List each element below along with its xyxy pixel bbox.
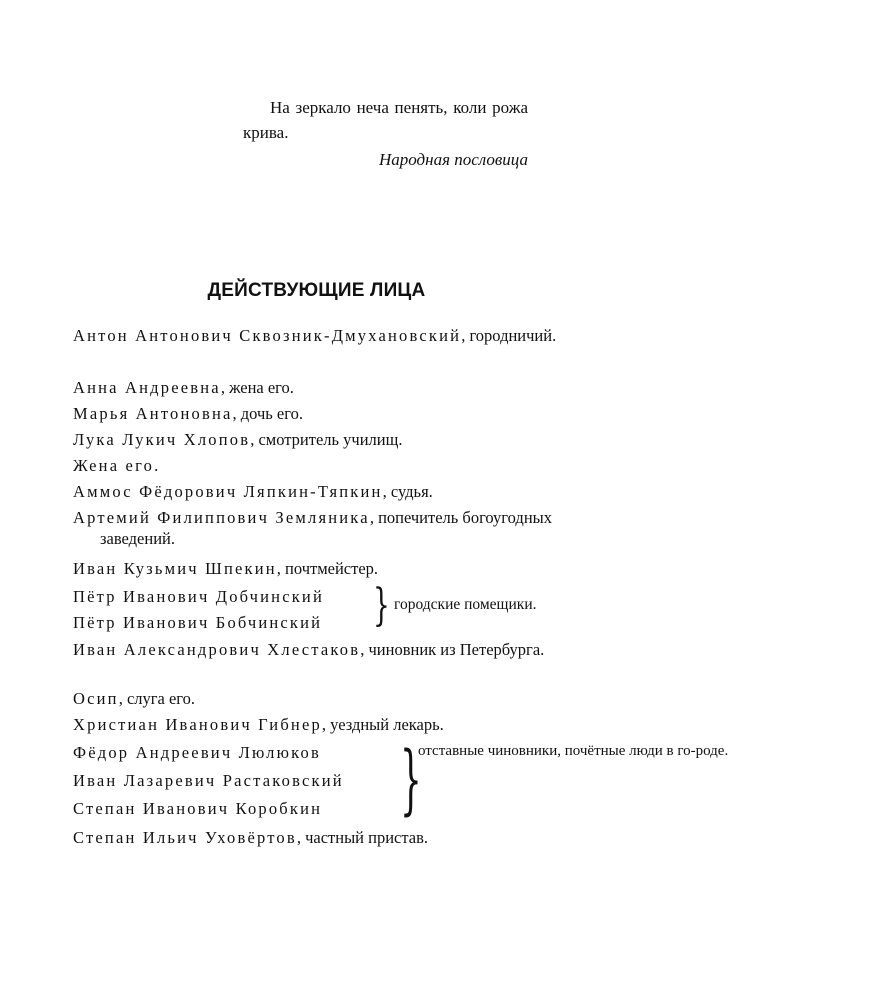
character-name: Лука Лукич Хлопов [73,430,251,449]
character-description: , попечитель богоугодных заведений. [100,508,552,548]
character-description: , жена его. [220,378,294,397]
character-name: Аммос Фёдорович Ляпкин-Тяпкин [73,482,383,501]
landowners-brace: } [373,580,390,631]
cast-entry [73,403,560,424]
officials-note: отставные чиновники, почётные люди в го-роде. [418,743,729,759]
character-name: Пётр Иванович Добчинский [73,587,324,606]
character-description: , почтмейстер. [276,559,379,578]
character-description: , судья. [382,482,433,501]
character-name: Иван Кузьмич Шпекин [73,559,277,578]
character-description: , частный пристав. [296,828,429,847]
character-name: Степан Иванович Коробкин [73,799,323,818]
character-name: Анна Андреевна [73,378,221,397]
cast-entry [73,377,560,398]
character-name: Степан Ильич Уховёртов [73,828,297,847]
landowners-note: городские помещики. [394,596,537,613]
epigraph-text: На зеркало неча пенять, коли рожа крива. [243,98,528,142]
cast-entry [73,558,560,579]
cast-entry [73,827,560,848]
character-name: Артемий Филиппович Земляника [73,508,370,527]
epigraph-source: Народная пословица [379,150,528,169]
epigraph [243,95,528,172]
cast-entry [73,714,560,735]
character-name: Иван Александрович Хлестаков [73,640,361,659]
cast-entry [73,325,560,346]
character-name: Иван Лазаревич Растаковский [73,771,344,790]
character-name: Антон Антонович Сквозник-Дмухановский [73,326,462,345]
cast-entry [73,455,560,476]
character-description: . [154,456,159,475]
character-description: , городничий. [461,326,557,345]
character-name: Христиан Иванович Гибнер [73,715,322,734]
cast-entry [73,507,560,549]
character-name: Осип [73,689,119,708]
character-description: , чиновник из Петербурга. [360,640,545,659]
page-heading: ДЕЙСТВУЮЩИЕ ЛИЦА [207,280,426,301]
character-name: Фёдор Андреевич Люлюков [73,743,321,762]
cast-entry [73,639,560,660]
character-name: Марья Антоновна [73,404,233,423]
character-description: , смотритель училищ. [250,430,403,449]
character-name: Пётр Иванович Бобчинский [73,613,323,632]
character-description: , уездный лекарь. [321,715,444,734]
character-description: , слуга его. [118,689,196,708]
cast-entry [73,429,560,450]
cast-entry [73,481,560,502]
cast-entry [73,688,560,709]
character-description: , дочь его. [232,404,303,423]
officials-brace: } [400,734,422,823]
character-name: Жена его [73,456,155,475]
